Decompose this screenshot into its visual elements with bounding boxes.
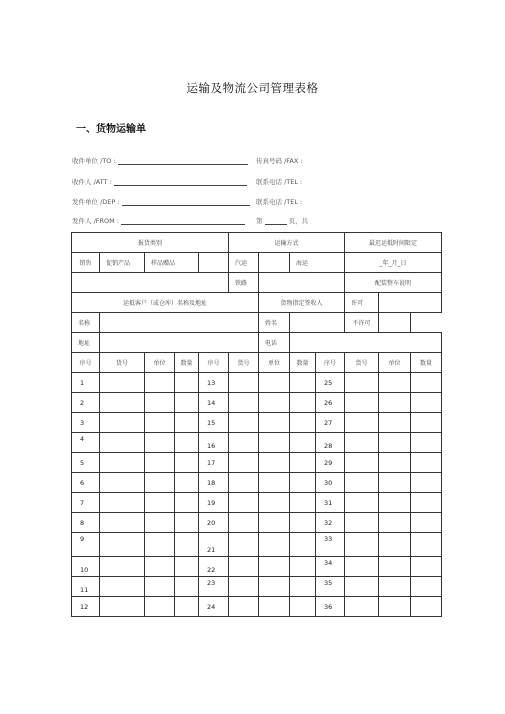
row-number: 2 [72, 393, 100, 413]
unit-cell[interactable] [379, 513, 411, 533]
rail-label: 铁路 [229, 273, 259, 293]
dep-label: 发件单位 /DEP : [72, 198, 120, 206]
goods-cell[interactable] [229, 413, 259, 433]
blank-cell[interactable] [199, 253, 229, 273]
goods-cell[interactable] [345, 433, 379, 453]
col-unit-header: 单位 [259, 353, 290, 373]
goods-cell[interactable] [345, 533, 379, 557]
transport-mode-header: 运输方式 [229, 233, 345, 253]
qty-cell[interactable] [290, 513, 316, 533]
row-number: 1 [72, 373, 100, 393]
goods-cell[interactable] [100, 453, 145, 473]
sample-label: 样品赠品 [145, 253, 199, 273]
table-row [72, 413, 442, 433]
goods-cell[interactable] [229, 393, 259, 413]
sea-label: 海运 [290, 253, 345, 273]
unit-cell[interactable] [145, 473, 175, 493]
unit-cell[interactable] [259, 473, 290, 493]
shipping-form-table [71, 232, 442, 617]
person-name-label: 姓名 [259, 313, 290, 333]
col-seq-header: 序号 [199, 353, 229, 373]
goods-cell[interactable] [229, 433, 259, 453]
header-row-2 [72, 253, 442, 273]
column-header-row [72, 353, 442, 373]
goods-cell[interactable] [100, 413, 145, 433]
qty-cell[interactable] [290, 473, 316, 493]
qty-cell[interactable] [290, 577, 316, 597]
table-row [72, 597, 442, 617]
unit-cell[interactable] [259, 453, 290, 473]
unit-cell[interactable] [259, 393, 290, 413]
unit-cell[interactable] [259, 433, 290, 453]
tel2-label: 联系电话 /TEL : [256, 198, 303, 206]
unit-cell[interactable] [379, 577, 411, 597]
goods-cell[interactable] [345, 493, 379, 513]
row-number: 14 [199, 393, 229, 413]
goods-cell[interactable] [100, 493, 145, 513]
row-number: 30 [316, 473, 345, 493]
header-row-1 [72, 233, 442, 253]
qty-cell[interactable] [411, 453, 442, 473]
name-row [72, 313, 442, 333]
row-number: 8 [72, 513, 100, 533]
unit-cell[interactable] [259, 493, 290, 513]
col-goods-header: 货号 [345, 353, 379, 373]
goods-cell[interactable] [345, 513, 379, 533]
page-suffix: 页，共 [288, 217, 309, 225]
col-unit-header: 单位 [379, 353, 411, 373]
table-row [72, 493, 442, 513]
unit-cell[interactable] [259, 373, 290, 393]
col-seq-header: 序号 [316, 353, 345, 373]
fax-label: 传真号码 /FAX : [256, 157, 303, 165]
goods-cell[interactable] [229, 453, 259, 473]
address-row [72, 333, 442, 353]
unit-cell[interactable] [145, 557, 175, 577]
name-value-cell[interactable] [100, 313, 259, 333]
row-number: 34 [316, 557, 345, 577]
qty-cell[interactable] [411, 493, 442, 513]
address-value-cell[interactable] [100, 333, 259, 353]
goods-cell[interactable] [229, 493, 259, 513]
unit-cell[interactable] [259, 413, 290, 433]
row-number: 28 [316, 433, 345, 453]
blank-cell[interactable] [72, 273, 229, 293]
goods-cell[interactable] [229, 557, 259, 577]
qty-cell[interactable] [175, 473, 199, 493]
goods-cell[interactable] [100, 393, 145, 413]
unit-cell[interactable] [259, 533, 290, 557]
unit-cell[interactable] [259, 597, 290, 617]
row-number: 4 [72, 433, 100, 453]
col-qty-header: 数量 [411, 353, 442, 373]
unit-cell[interactable] [379, 493, 411, 513]
unit-cell[interactable] [145, 533, 175, 557]
customer-header-row [72, 293, 442, 313]
row-number: 25 [316, 373, 345, 393]
qty-cell[interactable] [290, 393, 316, 413]
unit-cell[interactable] [145, 433, 175, 453]
unit-cell[interactable] [379, 473, 411, 493]
section-heading: 一、货物运输单 [76, 124, 146, 135]
table-row [72, 533, 442, 557]
row-number: 11 [72, 577, 100, 597]
unit-cell[interactable] [379, 453, 411, 473]
table-row [72, 473, 442, 493]
date-field[interactable]: _年_月_日 [345, 253, 442, 273]
col-goods-header: 货号 [100, 353, 145, 373]
row-number: 19 [199, 493, 229, 513]
row-number: 12 [72, 597, 100, 617]
row-number: 27 [316, 413, 345, 433]
unit-cell[interactable] [145, 597, 175, 617]
row-number: 33 [316, 533, 345, 557]
goods-cell[interactable] [100, 513, 145, 533]
to-label: 收件单位 /TO : [72, 157, 116, 165]
goods-cell[interactable] [100, 473, 145, 493]
unit-cell[interactable] [379, 433, 411, 453]
row-number: 29 [316, 453, 345, 473]
unit-cell[interactable] [379, 533, 411, 557]
packing-note-label: 配装整车说明 [345, 273, 442, 293]
from-field [72, 216, 245, 225]
row-number: 23 [199, 577, 229, 597]
unit-cell[interactable] [379, 373, 411, 393]
goods-cell[interactable] [345, 577, 379, 597]
row-number: 13 [199, 373, 229, 393]
row-number: 21 [199, 533, 229, 557]
row-number: 6 [72, 473, 100, 493]
phone-label: 电话 [259, 333, 290, 353]
qty-cell[interactable] [290, 433, 316, 453]
receiver-header: 货物指定签收人 [259, 293, 345, 313]
row-number: 31 [316, 493, 345, 513]
dep-input-line[interactable] [122, 197, 250, 206]
unit-cell[interactable] [379, 557, 411, 577]
qty-cell[interactable] [175, 577, 199, 597]
fax-field [256, 156, 303, 165]
qty-cell[interactable] [175, 373, 199, 393]
to-field [72, 156, 248, 165]
qty-cell[interactable] [290, 493, 316, 513]
table-row [72, 557, 442, 577]
goods-cell[interactable] [229, 473, 259, 493]
qty-cell[interactable] [411, 473, 442, 493]
col-unit-header: 单位 [145, 353, 175, 373]
goods-cell[interactable] [345, 413, 379, 433]
page-title: 运输及物流公司管理表格 [186, 81, 319, 95]
att-label: 收件人 /ATT : [72, 178, 112, 186]
table-row [72, 393, 442, 413]
qty-cell[interactable] [175, 453, 199, 473]
tel2-field [256, 197, 302, 206]
qty-cell[interactable] [175, 413, 199, 433]
row-number: 26 [316, 393, 345, 413]
unit-cell[interactable] [379, 597, 411, 617]
att-input-line[interactable] [114, 177, 247, 186]
unit-cell[interactable] [145, 493, 175, 513]
qty-cell[interactable] [290, 597, 316, 617]
row-number: 16 [199, 433, 229, 453]
qty-cell[interactable] [411, 577, 442, 597]
qty-cell[interactable] [175, 597, 199, 617]
row-number: 9 [72, 533, 100, 557]
goods-cell[interactable] [345, 473, 379, 493]
row-number: 7 [72, 493, 100, 513]
row-number: 22 [199, 557, 229, 577]
page-number-line[interactable] [265, 216, 287, 225]
goods-cell[interactable] [229, 533, 259, 557]
car-checkbox-cell[interactable] [259, 253, 290, 273]
promo-label: 促销产品 [100, 253, 145, 273]
permit-checkbox-cell[interactable] [379, 293, 442, 313]
deadline-header: 最迟运抵时间限定 [345, 233, 442, 253]
person-name-value-cell[interactable] [290, 313, 345, 333]
tel1-field [256, 177, 302, 186]
unit-cell[interactable] [379, 393, 411, 413]
goods-cell[interactable] [100, 533, 145, 557]
att-field [72, 177, 247, 186]
goods-cell[interactable] [229, 577, 259, 597]
table-row [72, 453, 442, 473]
unit-cell[interactable] [259, 513, 290, 533]
table-row [72, 577, 442, 597]
qty-cell[interactable] [175, 393, 199, 413]
qty-cell[interactable] [290, 557, 316, 577]
row-number: 32 [316, 513, 345, 533]
customer-header: 运抵客户（或仓库）名称及地址 [72, 293, 259, 313]
col-seq-header: 序号 [72, 353, 100, 373]
not-permit-checkbox-cell[interactable] [379, 313, 411, 333]
col-goods-header: 货号 [229, 353, 259, 373]
phone-value-cell[interactable] [290, 333, 442, 353]
goods-cell[interactable] [100, 557, 145, 577]
qty-cell[interactable] [175, 433, 199, 453]
qty-cell[interactable] [290, 373, 316, 393]
row-number: 15 [199, 413, 229, 433]
row-number: 5 [72, 453, 100, 473]
permit-label: 许可 [345, 293, 379, 313]
goods-cell[interactable] [100, 373, 145, 393]
qty-cell[interactable] [411, 597, 442, 617]
row-number: 17 [199, 453, 229, 473]
unit-cell[interactable] [145, 453, 175, 473]
unit-cell[interactable] [259, 557, 290, 577]
qty-cell[interactable] [411, 393, 442, 413]
row-number: 3 [72, 413, 100, 433]
address-label: 地址 [72, 333, 100, 353]
qty-cell[interactable] [411, 373, 442, 393]
unit-cell[interactable] [145, 393, 175, 413]
qty-cell[interactable] [175, 513, 199, 533]
name-label: 名称 [72, 313, 100, 333]
page-count-field [256, 216, 308, 225]
qty-cell[interactable] [411, 413, 442, 433]
rail-checkbox-cell[interactable] [259, 273, 345, 293]
tel1-label: 联系电话 /TEL : [256, 178, 303, 186]
row-number: 18 [199, 473, 229, 493]
goods-cell[interactable] [345, 373, 379, 393]
unit-cell[interactable] [145, 373, 175, 393]
qty-cell[interactable] [175, 533, 199, 557]
page-prefix: 第 [256, 217, 263, 225]
qty-cell[interactable] [175, 493, 199, 513]
row-number: 24 [199, 597, 229, 617]
dep-field [72, 197, 250, 206]
row-number: 36 [316, 597, 345, 617]
unit-cell[interactable] [145, 577, 175, 597]
header-row-3 [72, 273, 442, 293]
qty-cell[interactable] [175, 557, 199, 577]
goods-cell[interactable] [345, 393, 379, 413]
qty-cell[interactable] [290, 533, 316, 557]
sale-label: 销售 [72, 253, 100, 273]
qty-cell[interactable] [411, 433, 442, 453]
row-number: 35 [316, 577, 345, 597]
to-input-line[interactable] [118, 156, 248, 165]
unit-cell[interactable] [145, 513, 175, 533]
unit-cell[interactable] [145, 413, 175, 433]
goods-cell[interactable] [100, 433, 145, 453]
col-qty-header: 数量 [175, 353, 199, 373]
qty-cell[interactable] [290, 413, 316, 433]
table-row [72, 513, 442, 533]
goods-cell[interactable] [229, 373, 259, 393]
car-label: 汽运 [229, 253, 259, 273]
table-row [72, 433, 442, 453]
from-input-line[interactable] [121, 216, 245, 225]
unit-cell[interactable] [259, 577, 290, 597]
goods-cell[interactable] [345, 453, 379, 473]
goods-category-header: 报货类别 [72, 233, 229, 253]
qty-cell[interactable] [411, 513, 442, 533]
qty-cell[interactable] [411, 557, 442, 577]
qty-cell[interactable] [290, 453, 316, 473]
col-qty-header: 数量 [290, 353, 316, 373]
not-permit-label: 不许可 [345, 313, 379, 333]
goods-cell[interactable] [229, 597, 259, 617]
goods-cell[interactable] [345, 597, 379, 617]
empty-cell [411, 313, 442, 333]
goods-cell[interactable] [100, 597, 145, 617]
goods-cell[interactable] [345, 557, 379, 577]
row-number: 20 [199, 513, 229, 533]
goods-cell[interactable] [100, 577, 145, 597]
from-label: 发件人 /FROM : [72, 217, 119, 225]
row-number: 10 [72, 557, 100, 577]
unit-cell[interactable] [379, 413, 411, 433]
goods-cell[interactable] [229, 513, 259, 533]
qty-cell[interactable] [411, 533, 442, 557]
table-row [72, 373, 442, 393]
